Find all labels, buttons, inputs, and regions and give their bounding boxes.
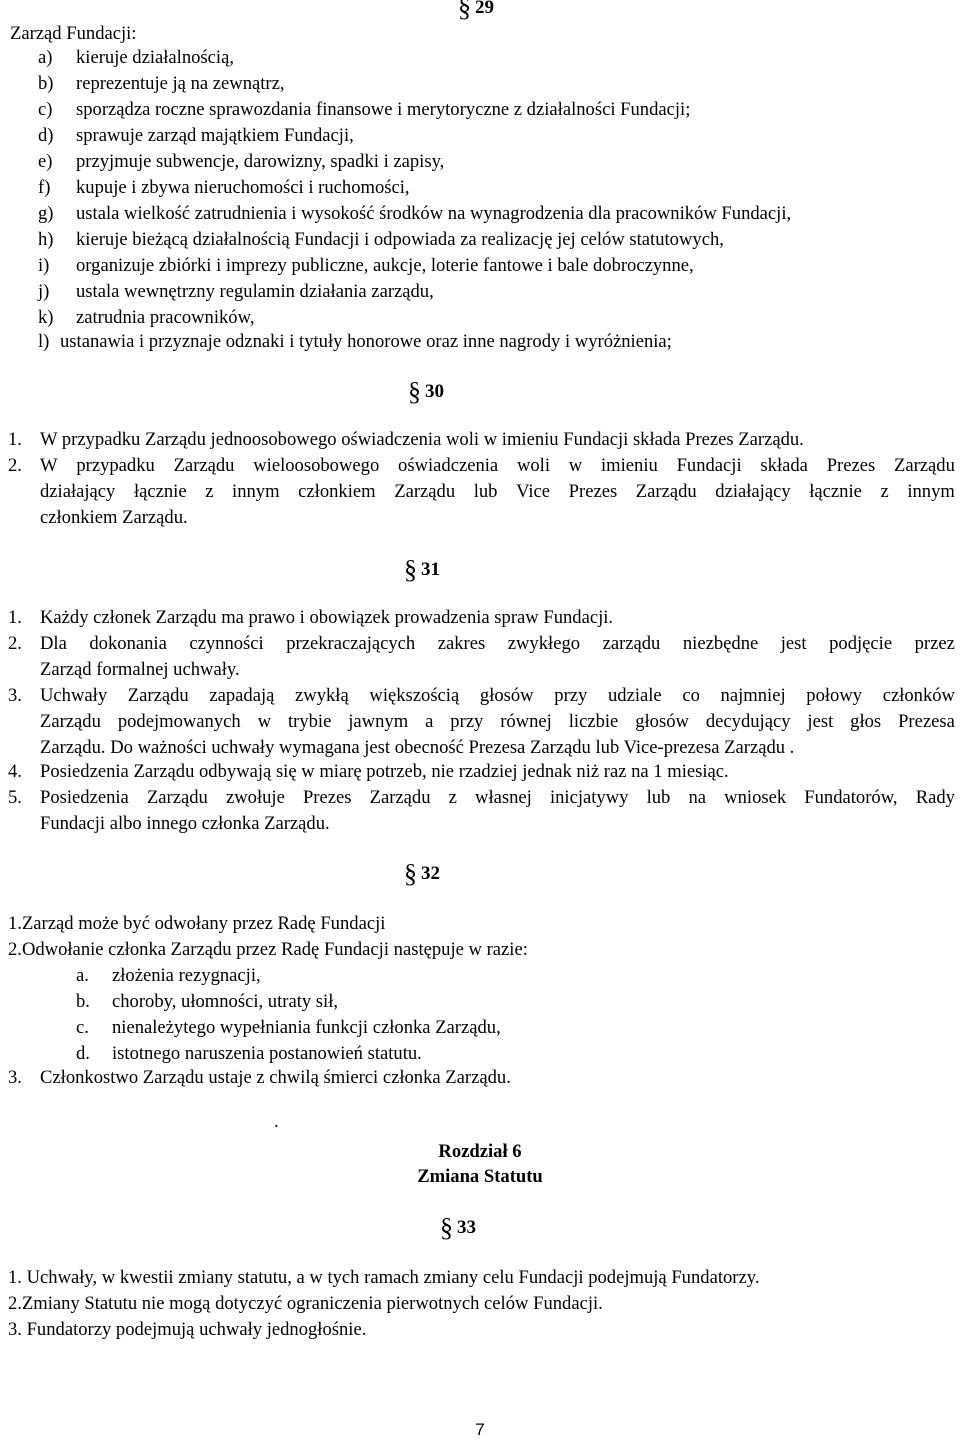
word: z — [205, 481, 214, 502]
s32-sub-marker: b. — [76, 991, 90, 1012]
word: równej — [500, 711, 552, 732]
word: Prezes — [826, 455, 876, 476]
s31-p5-num: 5. — [8, 787, 22, 808]
s32-p3-num: 3. — [8, 1067, 22, 1088]
word: imieniu — [600, 455, 658, 476]
s31-p2-line2: Zarząd formalnej uchwały. — [40, 659, 240, 680]
s31-p3-line2 — [40, 710, 955, 734]
duty-text: reprezentuje ją na zewnątrz, — [76, 73, 285, 94]
word: Zarządu — [40, 711, 101, 732]
s31-p2-num: 2. — [8, 633, 22, 654]
word: na — [688, 787, 707, 808]
duty-marker: d) — [38, 125, 54, 146]
duty-marker: b) — [38, 73, 54, 94]
section-31-heading — [404, 555, 440, 584]
word: Zarządu — [394, 481, 456, 502]
s32-sub-text: choroby, ułomności, utraty sił, — [112, 991, 339, 1012]
word: przypadku — [76, 455, 155, 476]
word: w — [568, 455, 583, 476]
word: połowy — [806, 685, 863, 706]
word: Zarządu — [893, 455, 955, 476]
word: decydujący — [705, 711, 791, 732]
duty-marker: c) — [38, 99, 53, 120]
duty-text: kieruje działalnością, — [76, 47, 234, 68]
word: zarządu — [602, 633, 661, 654]
word: Rady — [915, 787, 955, 808]
word: innym — [232, 481, 280, 502]
word: Prezes — [568, 481, 618, 502]
s33-item-2: 2.Zmiany Statutu nie mogą dotyczyć ograniczenia pierwotnych celów Fundacji. — [8, 1293, 603, 1314]
word: Prezes — [302, 787, 352, 808]
section-sign: § — [408, 377, 421, 406]
s31-p4-text: Posiedzenia Zarządu odbywają się w miarę potrzeb, nie rzadziej jednak niż raz na 1 miesiąc. — [40, 761, 729, 782]
s30-p1-num: 1. — [8, 429, 22, 450]
s33-item-1: 1. Uchwały, w kwestii zmiany statutu, a w tych ramach zmiany celu Fundacji podejmują Fundatorzy. — [8, 1267, 760, 1288]
word: zwykłą — [295, 685, 349, 706]
word: przekraczających — [286, 633, 416, 654]
word: oświadczenia — [398, 455, 499, 476]
word: przy — [450, 711, 484, 732]
word: Zarządu — [146, 787, 208, 808]
word: Zarządu — [635, 481, 697, 502]
word: trybie — [287, 711, 332, 732]
word: wieloosobowego — [253, 455, 380, 476]
duty-text: przyjmuje subwencje, darowizny, spadki i zapisy, — [76, 151, 445, 172]
section-sign: § — [404, 859, 417, 888]
word: Prezesa — [898, 711, 955, 732]
word: działający — [40, 481, 116, 502]
word: Zarządu — [173, 455, 235, 476]
duty-marker: j) — [38, 281, 50, 302]
word: przez — [914, 633, 955, 654]
chapter-label: Rozdział 6 — [438, 1141, 522, 1162]
word: Uchwały — [40, 685, 108, 706]
section-number: 32 — [421, 863, 440, 884]
word: łącznie — [133, 481, 187, 502]
s32-p3-text: Członkostwo Zarządu ustaje z chwilą śmierci członka Zarządu. — [40, 1067, 511, 1088]
word: z — [448, 787, 457, 808]
duty-marker: e) — [38, 151, 53, 172]
s31-p2-line1 — [40, 632, 955, 656]
s30-p2-num: 2. — [8, 455, 22, 476]
s32-sub-text: istotnego naruszenia postanowień statutu. — [112, 1043, 422, 1064]
word: w — [257, 711, 272, 732]
s32-p2: 2.Odwołanie członka Zarządu przez Radę Fundacji następuje w razie: — [8, 939, 528, 960]
word: głosów — [635, 711, 689, 732]
word: Dla — [40, 633, 67, 654]
duty-marker: k) — [38, 307, 54, 328]
duty-marker: a) — [38, 47, 53, 68]
word: przy — [554, 685, 588, 706]
word: Fundacji — [676, 455, 742, 476]
word: udziale — [607, 685, 662, 706]
duty-text: ustanawia i przyznaje odznaki i tytuły honorowe oraz inne nagrody i wyróżnienia; — [60, 331, 672, 352]
word: działający — [715, 481, 791, 502]
duty-text: sporządza roczne sprawozdania finansowe i merytoryczne z działalności Fundacji; — [76, 99, 691, 120]
word: liczbie — [568, 711, 619, 732]
s33-item-3: 3. Fundatorzy podejmują uchwały jednogłośnie. — [8, 1319, 367, 1340]
word: lub — [646, 787, 671, 808]
duty-text: ustala wewnętrzny regulamin działania zarządu, — [76, 281, 434, 302]
section-sign: § — [458, 0, 471, 22]
s32-sub-text: złożenia rezygnacji, — [112, 965, 261, 986]
word: z — [880, 481, 889, 502]
word: większością — [369, 685, 460, 706]
word: łącznie — [809, 481, 862, 502]
duty-text: ustala wielkość zatrudnienia i wysokość środków na wynagrodzenia dla pracowników Fundacji, — [76, 203, 792, 224]
s32-p1: 1.Zarząd może być odwołany przez Radę Fundacji — [8, 913, 386, 934]
word: najmniej — [720, 685, 786, 706]
s31-p5-line1 — [40, 786, 955, 810]
s31-p1-text: Każdy członek Zarządu ma prawo i obowiązek prowadzenia spraw Fundacji. — [40, 607, 614, 628]
word: składa — [760, 455, 808, 476]
word: podjęcie — [829, 633, 893, 654]
s32-sub-text: nienależytego wypełniania funkcji członka Zarządu, — [112, 1017, 501, 1038]
word: jest — [807, 711, 834, 732]
word: czynności — [189, 633, 264, 654]
s31-p4-num: 4. — [8, 761, 22, 782]
page-number: 7 — [475, 1420, 485, 1439]
s31-p1-num: 1. — [8, 607, 22, 628]
s31-p5-line2: Fundacji albo innego członka Zarządu. — [40, 813, 330, 834]
section-number: 31 — [421, 559, 440, 580]
section-sign: § — [440, 1213, 453, 1242]
duty-marker: h) — [38, 229, 54, 250]
s32-sub-marker: a. — [76, 965, 89, 986]
word: członków — [882, 685, 955, 706]
word: zakres — [437, 633, 486, 654]
word: Fundatorów, — [804, 787, 898, 808]
word: lub — [473, 481, 498, 502]
word: niezbędne — [682, 633, 759, 654]
word: zapadają — [209, 685, 275, 706]
word: głosów — [479, 685, 534, 706]
duty-text: sprawuje zarząd majątkiem Fundacji, — [76, 125, 354, 146]
duty-text: kupuje i zbywa nieruchomości i ruchomości, — [76, 177, 410, 198]
s30-p2-line3: członkiem Zarządu. — [40, 507, 188, 528]
section-sign: § — [404, 555, 417, 584]
word: podejmowanych — [117, 711, 241, 732]
word: własnej — [475, 787, 532, 808]
s32-sub-marker: d. — [76, 1043, 90, 1064]
s30-p2-line1 — [40, 454, 955, 478]
section-30-heading — [408, 377, 444, 406]
word: innym — [907, 481, 955, 502]
word: członkiem — [298, 481, 376, 502]
duty-text: organizuje zbiórki i imprezy publiczne, aukcje, loterie fantowe i bale dobroczynne, — [76, 255, 694, 276]
word: zwołuje — [225, 787, 285, 808]
section-number: 30 — [425, 381, 444, 402]
word: Vice — [516, 481, 551, 502]
section-32-heading — [404, 859, 440, 888]
word: jest — [780, 633, 807, 654]
word: Zarządu — [127, 685, 189, 706]
duty-marker: i) — [38, 255, 50, 276]
word: zwykłego — [507, 633, 581, 654]
s30-p2-line2 — [40, 480, 955, 504]
s31-p3-num: 3. — [8, 685, 22, 706]
word: co — [682, 685, 700, 706]
chapter-title: Zmiana Statutu — [417, 1166, 543, 1187]
word: Zarządu — [369, 787, 431, 808]
duty-marker: f) — [38, 177, 51, 198]
section-33-heading — [440, 1213, 476, 1242]
word: jawnym — [348, 711, 409, 732]
word: wniosek — [724, 787, 787, 808]
word: dokonania — [89, 633, 167, 654]
word: W — [40, 455, 58, 476]
duty-marker: l) — [38, 331, 50, 352]
section-29-heading — [458, 0, 494, 20]
duty-text: zatrudnia pracowników, — [76, 307, 255, 328]
stray-dot: . — [274, 1111, 279, 1132]
s30-p1-text: W przypadku Zarządu jednoosobowego oświadczenia woli w imieniu Fundacji składa Prezes Zarządu. — [40, 429, 804, 450]
word: woli — [516, 455, 551, 476]
word: Posiedzenia — [40, 787, 129, 808]
section-number: 33 — [457, 1217, 476, 1238]
section-number: 29 — [475, 0, 494, 18]
word: a — [425, 711, 434, 732]
s31-p3-line3: Zarządu. Do ważności uchwały wymagana jest obecność Prezesa Zarządu lub Vice-prezesa Zarządu . — [40, 737, 795, 758]
duty-text: kieruje bieżącą działalnością Fundacji i odpowiada za realizację jej celów statutowych, — [76, 229, 724, 250]
word: inicjatywy — [549, 787, 629, 808]
duty-marker: g) — [38, 203, 54, 224]
s32-sub-marker: c. — [76, 1017, 89, 1038]
word: głos — [850, 711, 882, 732]
s31-p3-line1 — [40, 684, 955, 708]
intro-line: Zarząd Fundacji: — [10, 23, 137, 44]
